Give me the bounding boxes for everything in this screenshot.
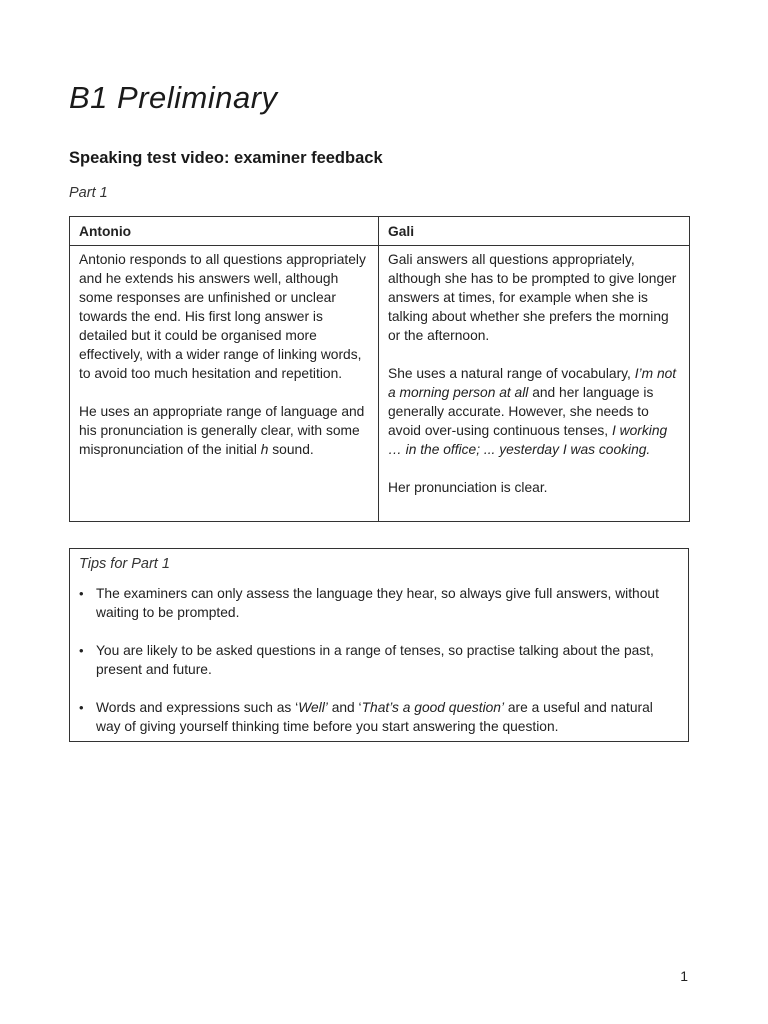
tip-text-1: The examiners can only assess the language they hear, so always give full answers, without waiting to be prompted. [96,586,659,620]
antonio-p2-end: sound. [268,442,314,457]
gali-paragraph-3: Her pronunciation is clear. [388,480,548,495]
bullet-icon: • [79,586,84,601]
feedback-table [69,216,690,522]
antonio-paragraph-2 [79,402,369,459]
tip-3-middle: and ‘ [327,700,362,715]
antonio-p2-italic: h [260,442,269,457]
tips-title: Tips for Part 1 [79,556,170,572]
gali-p2-middle: and her language is generally accurate. However, she needs to avoid over-using continuous tenses, [388,385,654,438]
gali-paragraph-1: Gali answers all questions appropriately, although she has to be prompted to give longer answers at times, for example when she is talking about whether she prefers the morning or the afternoon. [388,252,677,343]
antonio-feedback-cell [70,246,379,522]
part-label: Part 1 [69,185,108,201]
tip-3-start: Words and expressions such as ‘ [96,700,299,715]
gali-paragraph-2 [388,364,680,459]
list-item [79,641,679,679]
tip-text-3 [96,700,653,734]
page-number: 1 [680,968,688,984]
table-header-row [70,217,690,246]
gali-p2-italic-2: I working … in the office; ... yesterday I was cooking. [388,423,668,457]
tips-list [79,584,679,736]
tips-box [69,548,689,742]
gali-p2-text: She uses a natural range of vocabulary, [388,366,635,381]
antonio-p2-text: He uses an appropriate range of language and his pronunciation is generally clear, with some mispronunciation of the initial [79,404,365,457]
list-item [79,584,679,622]
column-header-antonio: Antonio [70,217,379,246]
tip-3-end: are a useful and natural way of giving yourself thinking time before you start answering the question. [96,700,653,734]
tip-3-italic-1: Well’ [298,700,328,715]
list-item [79,698,679,736]
antonio-paragraph-1: Antonio responds to all questions appropriately and he extends his answers well, although some responses are unfinished or unclear towards the end. His first long answer is detailed but it could be organised more effectively, with a wider range of linking words, to avoid too much hesitation and repetition. [79,252,366,381]
document-subtitle: Speaking test video: examiner feedback [69,149,383,167]
bullet-icon: • [79,700,84,715]
page-title: B1 Preliminary [69,80,278,115]
bullet-icon: • [79,643,84,658]
tip-text-2: You are likely to be asked questions in a range of tenses, so practise talking about the past, present and future. [96,643,654,677]
tip-3-italic-2: That’s a good question’ [361,700,505,715]
gali-p2-italic-1: I’m not a morning person at all [388,366,677,400]
column-header-gali: Gali [379,217,690,246]
gali-feedback-cell [379,246,690,522]
table-row [70,246,690,522]
